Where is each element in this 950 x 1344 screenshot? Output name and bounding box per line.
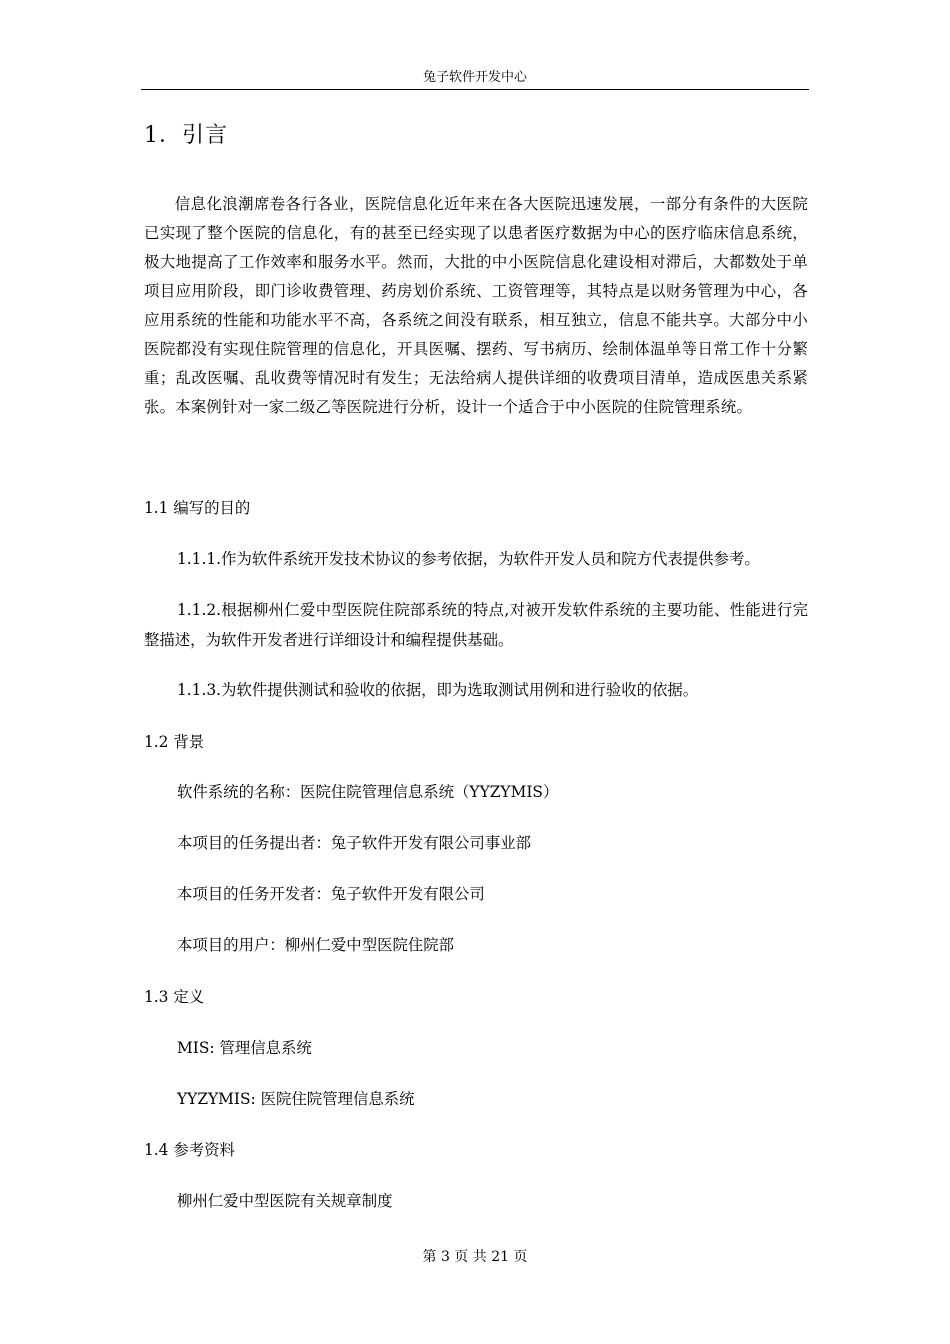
intro-paragraph: 信息化浪潮席卷各行各业，医院信息化近年来在各大医院迅速发展，一部分有条件的大医院已实现了整个医院的信息化，有的甚至已经实现了以患者医疗数据为中心的医疗临床信息系统，极大地提高了工作效率和服务水平。然而，大批的中小医院信息化建设相对滞后，大都数处于单项目应用阶段，即门诊收费管理、药房划价系统、工资管理等，其特点是以财务管理为中心，各应用系统的性能和功能水平不高，各系统之间没有联系，相互独立，信息不能共享。大部分中小医院都没有实现住院管理的信息化，开具医嘱、摆药、写书病历、绘制体温单等日常工作十分繁重；乱改医嘱、乱收费等情况时有发生；无法给病人提供详细的收费项目清单，造成医患关系紧张。本案例针对一家二级乙等医院进行分析，设计一个适合于中小医院的住院管理系统。 bbox=[144, 195, 808, 416]
background-proposer: 本项目的任务提出者：兔子软件开发有限公司事业部 bbox=[177, 834, 531, 852]
definition-yyzymis: YYZYMIS: 医院住院管理信息系统 bbox=[177, 1090, 415, 1108]
definition-mis: MIS: 管理信息系统 bbox=[177, 1039, 312, 1057]
purpose-item-3: 1.1.3.为软件提供测试和验收的依据，即为选取测试用例和进行验收的依据。 bbox=[177, 681, 699, 699]
background-system-name: 软件系统的名称：医院住院管理信息系统（YYZYMIS） bbox=[177, 783, 559, 801]
reference-item-1: 柳州仁爱中型医院有关规章制度 bbox=[177, 1192, 393, 1210]
page-footer: 第 3 页 共 21 页 bbox=[422, 1249, 528, 1265]
background-developer: 本项目的任务开发者：兔子软件开发有限公司 bbox=[177, 885, 485, 903]
background-user: 本项目的用户：柳州仁爱中型医院住院部 bbox=[177, 936, 455, 954]
header-divider bbox=[141, 89, 809, 90]
heading-purpose: 1.1 编写的目的 bbox=[144, 499, 251, 517]
heading-references: 1.4 参考资料 bbox=[144, 1141, 235, 1159]
heading-background: 1.2 背景 bbox=[144, 733, 205, 751]
section-title: 1．引言 bbox=[144, 123, 228, 148]
purpose-item-1: 1.1.1.作为软件系统开发技术协议的参考依据，为软件开发人员和院方代表提供参考。 bbox=[177, 550, 760, 568]
page-header: 兔子软件开发中心 bbox=[422, 70, 527, 85]
purpose-item-2: 1.1.2.根据柳州仁爱中型医院住院部系统的特点,对被开发软件系统的主要功能、性能进行完整描述，为软件开发者进行详细设计和编程提供基础。 bbox=[144, 601, 808, 649]
heading-definitions: 1.3 定义 bbox=[144, 988, 205, 1006]
